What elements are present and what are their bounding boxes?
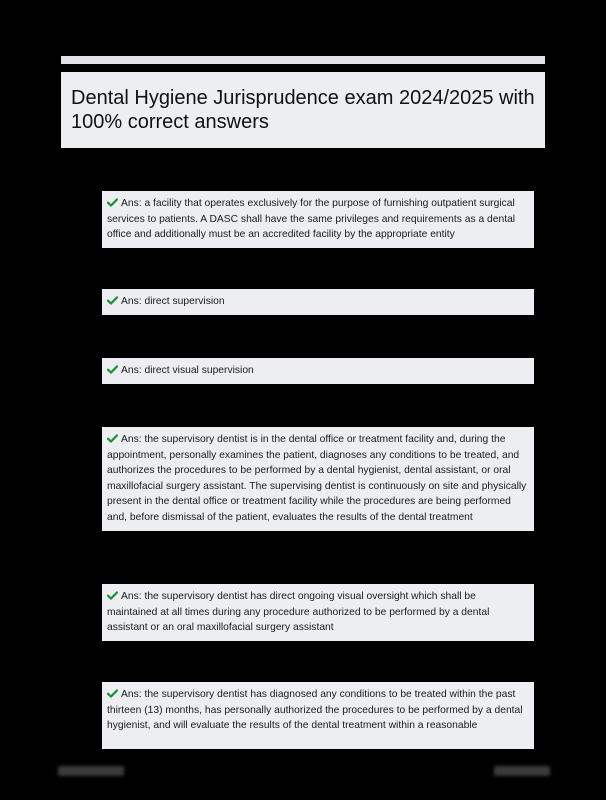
answer-text: Ans: the supervisory dentist has diagnosed any conditions to be treated within the past thirteen (13) months, has personally authorized the procedures to be performed by a dental hygienist, and will evaluate the results of the dental treatment within a reasonable [107, 689, 523, 732]
footer-right-blurred [494, 766, 550, 776]
answer-text: Ans: direct supervision [121, 296, 225, 307]
answer-box-1 [102, 191, 534, 248]
answer-box-4 [102, 427, 534, 531]
answer-box-2 [102, 289, 534, 315]
answer-text: Ans: the supervisory dentist has direct ongoing visual oversight which shall be maintained at all times during any procedure authorized to be performed by a dental assistant or an oral maxillofacial surgery assistant [107, 591, 490, 634]
answer-box-5 [102, 584, 534, 641]
answer-text: Ans: a facility that operates exclusively for the purpose of furnishing outpatient surgical services to patients. A DASC shall have the same privileges and requirements as a dental office and additionally must be an accredited facility by the appropriate entity [107, 198, 516, 241]
answer-box-3 [102, 358, 534, 384]
answer-text: Ans: the supervisory dentist is in the dental office or treatment facility and, during the appointment, personally examines the patient, diagnoses any conditions to be treated, and authorizes the procedures to be performed by a dental hygienist, dental assistant, or oral maxillofacial surgery assistant. The supervising dentist is continuously on site and physically present in the dental office or treatment facility while the procedures are being performed and, before dismissal of the patient, evaluates the results of the dental treatment [107, 434, 527, 523]
title-box [61, 72, 545, 148]
check-icon [107, 198, 118, 207]
answer-text: Ans: direct visual supervision [121, 365, 254, 376]
check-icon [107, 434, 118, 443]
check-icon [107, 689, 118, 698]
footer-left-blurred [58, 766, 124, 776]
answer-box-6 [102, 682, 534, 749]
page-top-strip [61, 56, 545, 64]
check-icon [107, 591, 118, 600]
check-icon [107, 365, 118, 374]
document-title: Dental Hygiene Jurisprudence exam 2024/2025 with 100% correct answers [71, 87, 535, 133]
check-icon [107, 296, 118, 305]
